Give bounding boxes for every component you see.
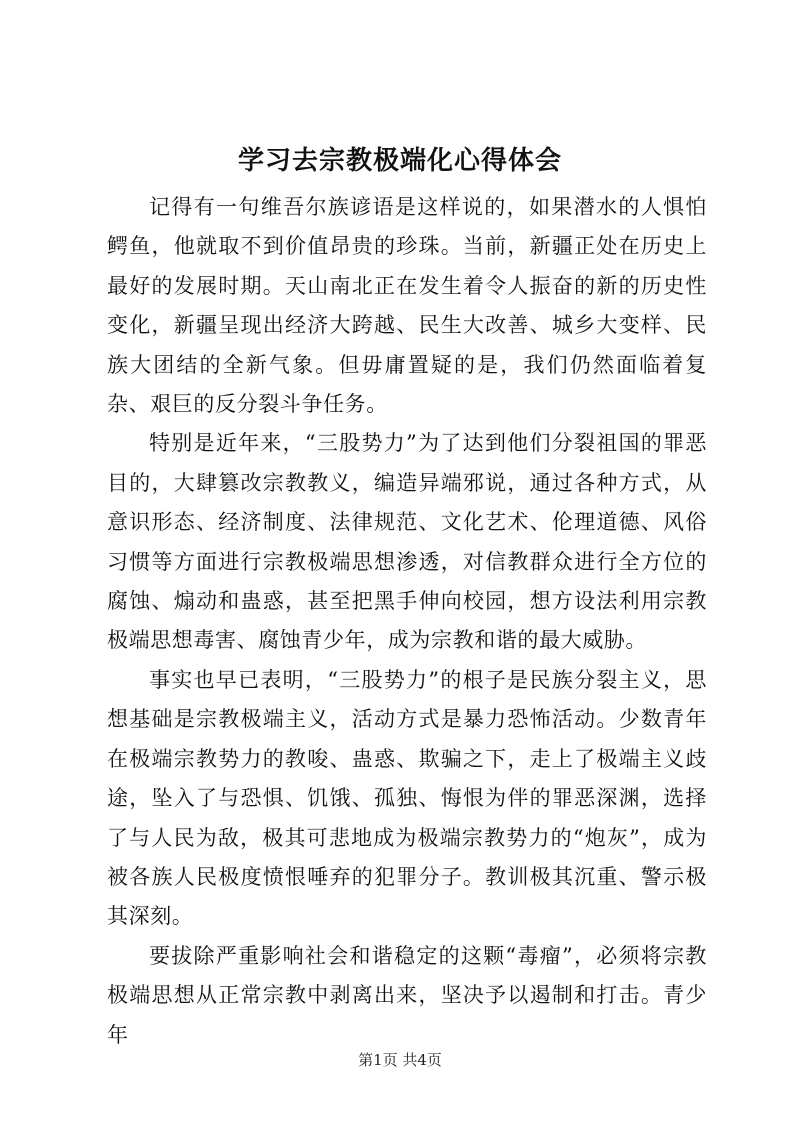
body-paragraph: 记得有一句维吾尔族谚语是这样说的，如果潜水的人惧怕鳄鱼，他就取不到价值昂贵的珍珠。当前，新疆正处在历史上最好的发展时期。天山南北正在发生着令人振奋的新的历史性变化，新疆呈现出经济大跨越、民生大改善、城乡大变样、民族大团结的全新气象。但毋庸置疑的是，我们仍然面临着复杂、艰巨的反分裂斗争任务。	[107, 195, 707, 417]
body-paragraph: 要拔除严重影响社会和谐稳定的这颗“毒瘤”，必须将宗教极端思想从正常宗教中剥离出来，坚决予以遏制和打击。青少年	[107, 943, 707, 1047]
body-paragraph: 特别是近年来，“三股势力”为了达到他们分裂祖国的罪恶目的，大肆篡改宗教教义，编造异端邪说，通过各种方式，从意识形态、经济制度、法律规范、文化艺术、伦理道德、风俗习惯等方面进行宗教极端思想渗透，对信教群众进行全方位的腐蚀、煽动和蛊惑，甚至把黑手伸向校园，想方设法利用宗教极端思想毒害、腐蚀青少年，成为宗教和谐的最大威胁。	[107, 431, 707, 653]
body-paragraph: 事实也早已表明，“三股势力”的根子是民族分裂主义，思想基础是宗教极端主义，活动方式是暴力恐怖活动。少数青年在极端宗教势力的教唆、蛊惑、欺骗之下，走上了极端主义歧途，坠入了与恐惧、饥饿、孤独、悔恨为伴的罪恶深渊，选择了与人民为敌，极其可悲地成为极端宗教势力的“炮灰”，成为被各族人民极度愤恨唾弃的犯罪分子。教训极其沉重、警示极其深刻。	[107, 667, 707, 929]
document-body	[107, 188, 707, 1055]
document-title: 学习去宗教极端化心得体会	[237, 146, 562, 176]
page-footer: 第1页 共4页	[358, 1051, 442, 1069]
